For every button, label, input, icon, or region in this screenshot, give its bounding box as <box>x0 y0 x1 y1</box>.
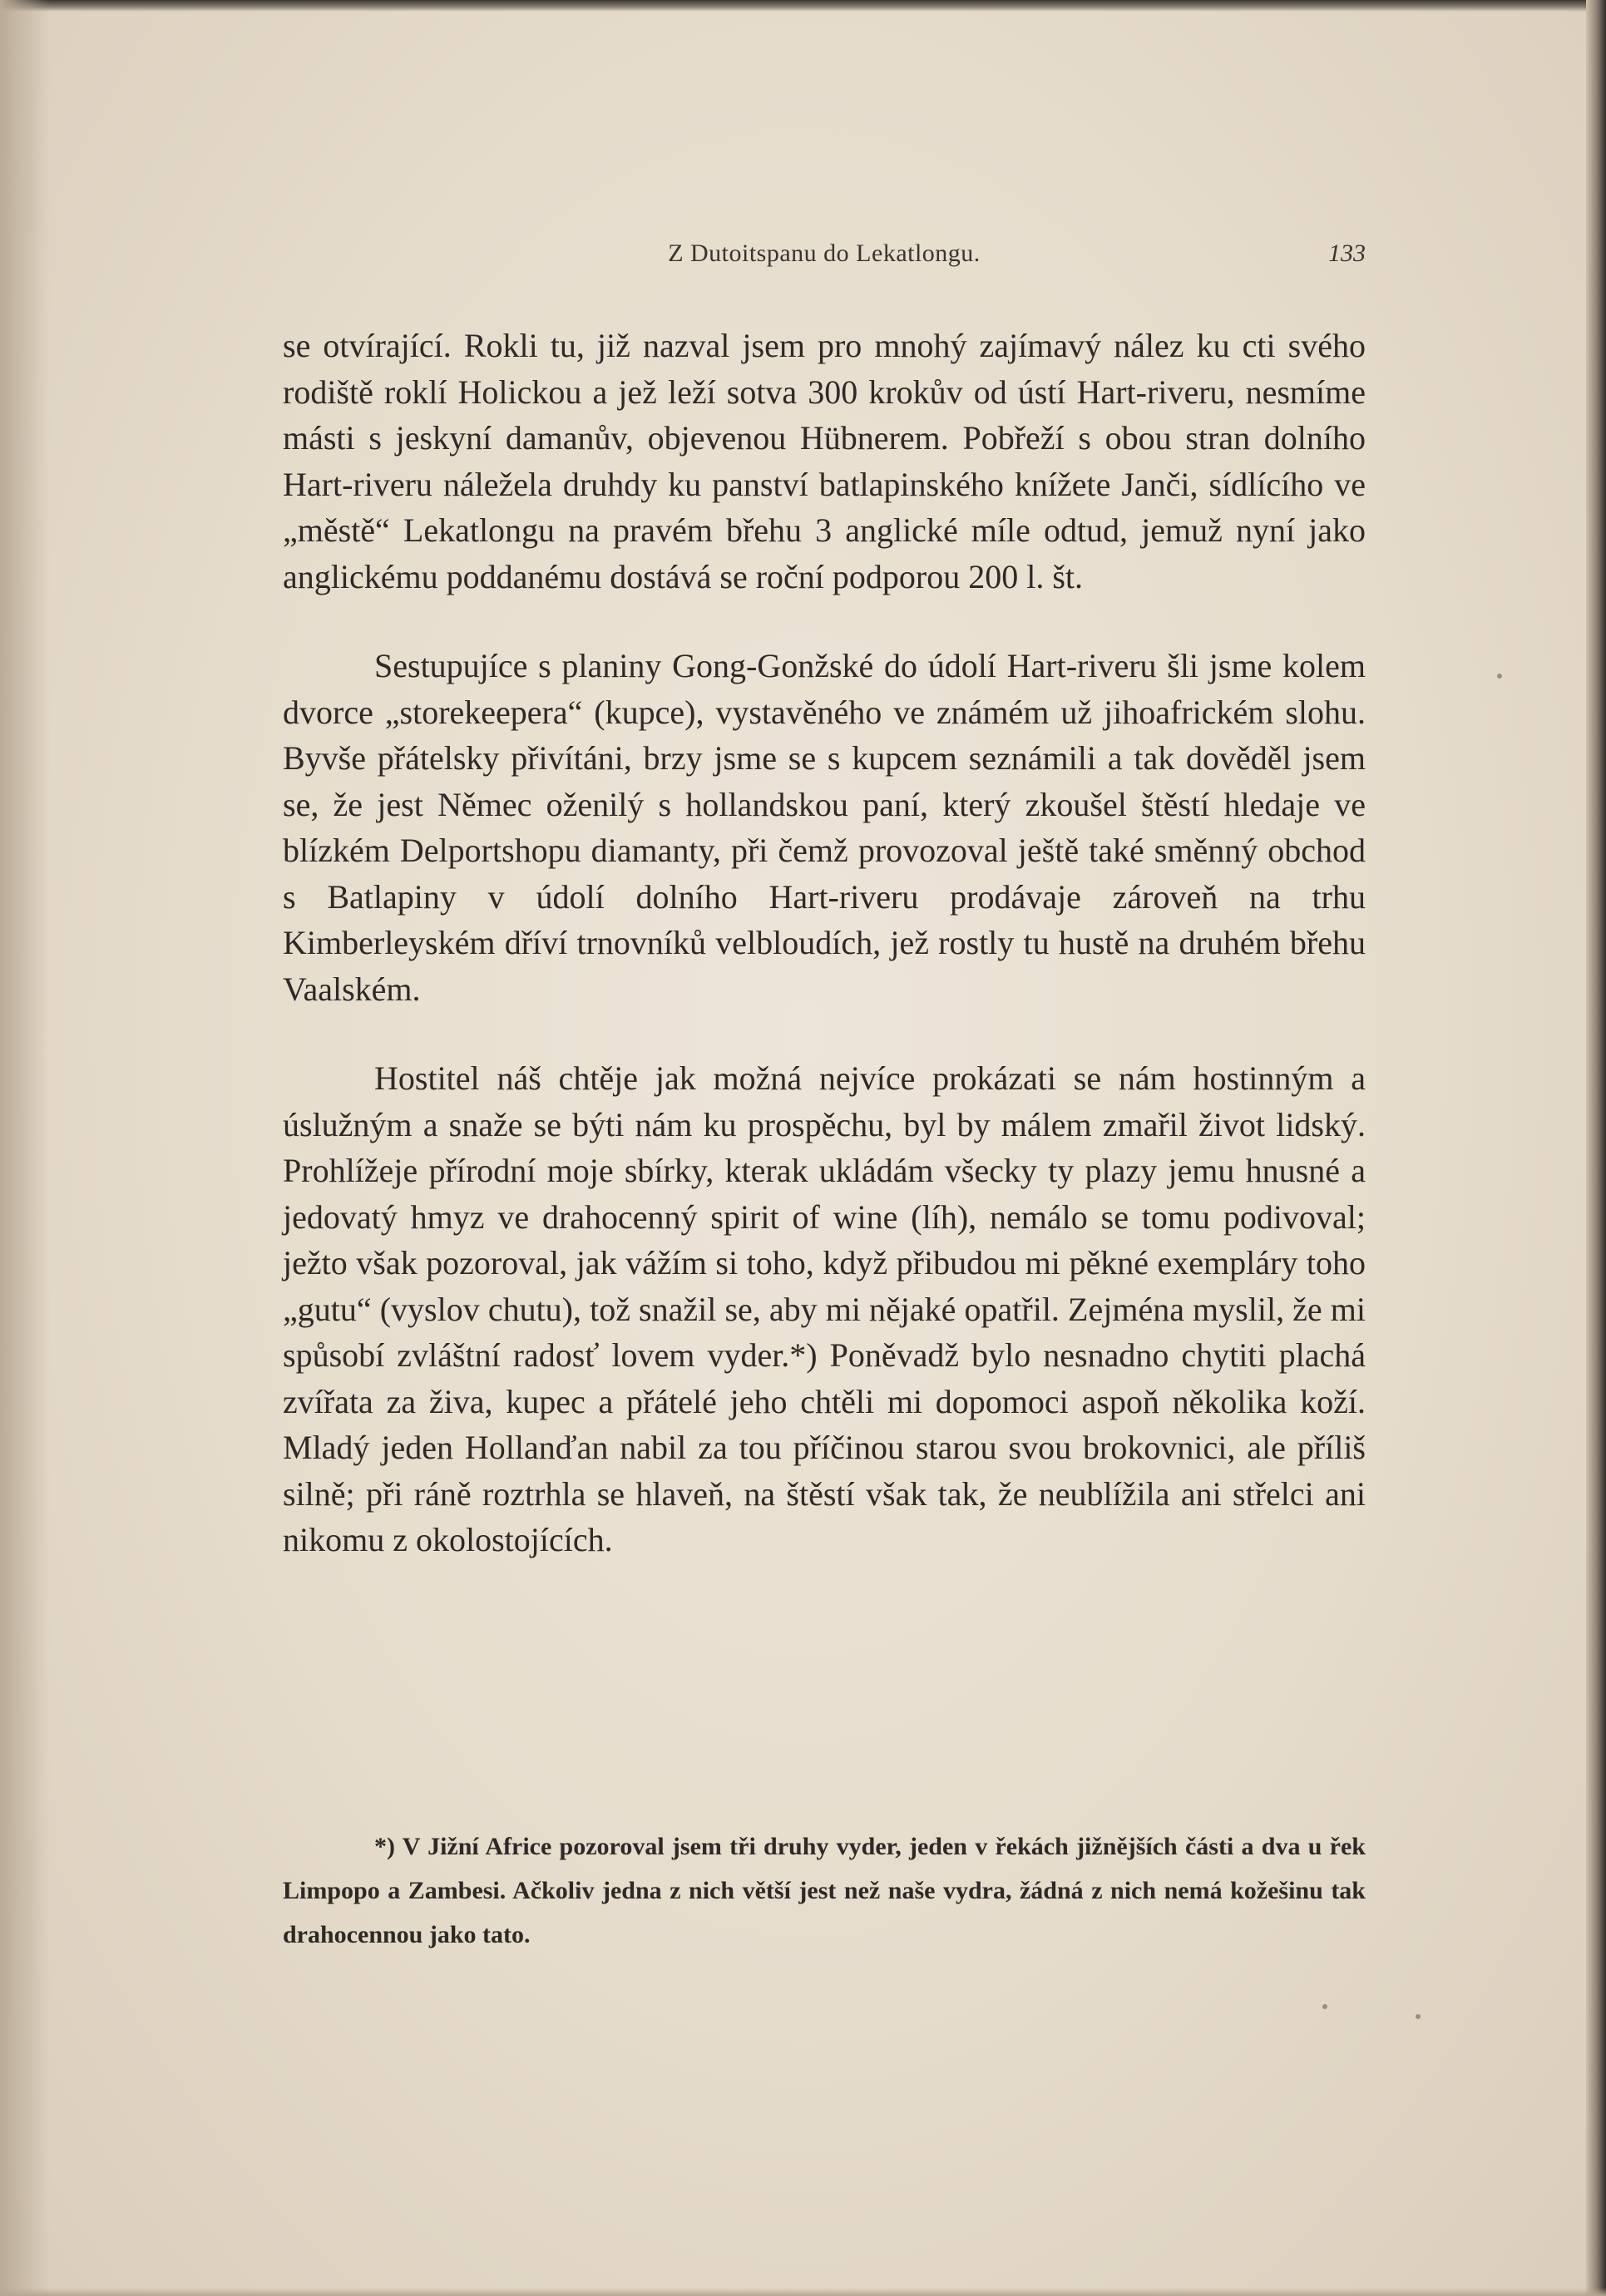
paragraph-2: Sestupujíce s planiny Gong-Gonžské do údolí Hart-riveru šli jsme kolem dvorce „storekeepera“ (kupce), vystavěného ve známém už jihoafrickém slohu. Byvše přátelsky přivítáni, brzy jsme se s kupcem seznámili a tak dověděl jsem se, že jest Němec oženilý s hollandskou paní, který zkoušel štěstí hledaje ve blízkém Delportshopu diamanty, při čemž provozoval ještě také směnný obchod s Batlapiny v údolí dolního Hart-riveru prodávaje zároveň na trhu Kimberleyském dříví trnovníků velbloudích, jež rostly tu hustě na druhém břehu Vaalském. <box>283 647 1366 1008</box>
running-title: Z Dutoitspanu do Lekatlongu. <box>668 239 981 267</box>
page-top-edge <box>0 0 1606 12</box>
paper-speck <box>1322 2004 1327 2009</box>
page-spine-shadow <box>0 0 50 2296</box>
paper-speck <box>1497 674 1502 679</box>
page-right-edge <box>1586 0 1606 2296</box>
footnote: *) V Jižní Africe pozoroval jsem tři druhy vyder, jeden v řekách jižnějších části a dva u řek Limpopo a Zambesi. Ačkoliv jedna z nich větší jest než naše vydra, žádná z nich nemá kožešinu tak drahocennou jako tato. <box>283 1833 1366 1948</box>
paragraph-1: se otvírající. Rokli tu, již nazval jsem pro mnohý zajímavý nález ku cti svého rodiště roklí Holickou a jež leží sotva 300 krokův od ústí Hart-riveru, nesmíme másti s jeskyní damanův, objevenou Hübnerem. Pobřeží s obou stran dolního Hart-riveru náležela druhdy ku panství batlapinského knížete Janči, sídlícího ve „městě“ Lekatlongu na pravém břehu 3 anglické míle odtud, jemuž nyní jako anglickému poddanému dostává se roční podporou 200 l. št. <box>283 327 1366 595</box>
page-number: 133 <box>1328 239 1366 267</box>
page-header <box>283 239 1366 273</box>
paper-speck <box>1416 2014 1421 2019</box>
body-text <box>283 323 1366 1563</box>
paragraph-3: Hostitel náš chtěje jak možná nejvíce prokázati se nám hostinným a úslužným a snaže se býti nám ku prospěchu, byl by málem zmařil život lidský. Prohlížeje přírodní moje sbírky, kterak ukládám všecky ty plazy jemu hnusné a jedovatý hmyz ve drahocenný spirit of wine (líh), nemálo se tomu podivoval; ježto však pozoroval, jak vážím si toho, když přibudou mi pěkné exempláry toho „gutu“ (vyslov chutu), tož snažil se, aby mi nějaké opatřil. Zejména myslil, že mi spůsobí zvláštní radosť lovem vyder.*) Poněvadž bylo nesnadno chytiti plachá zvířata za živa, kupec a přátelé jeho chtěli mi dopomoci aspoň několika koží. Mladý jeden Hollanďan nabil za tou příčinou starou svou brokovnici, ale příliš silně; při ráně roztrhla se hlaveň, na štěstí však tak, že neublížila ani střelci ani nikomu z okolostojících. <box>283 1059 1366 1558</box>
page-bottom-edge <box>0 2288 1606 2296</box>
